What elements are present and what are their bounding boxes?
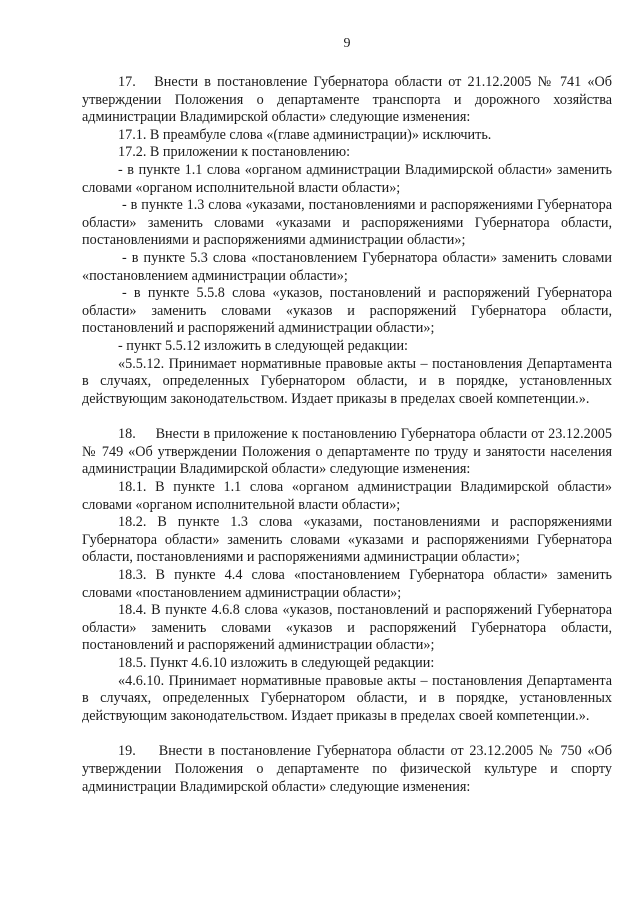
paragraph-17-2-item-3: - в пункте 5.3 слова «постановлением Губернатора области» заменить словами «постановлением администрации области»;: [82, 249, 612, 284]
paragraph-17: 17. Внести в постановление Губернатора области от 21.12.2005 № 741 «Об утверждении Положения о департаменте транспорта и дорожного хозяйства администрации Владимирской области» следующие изменения:: [82, 74, 612, 126]
paragraph-18-1: 18.1. В пункте 1.1 слова «органом администрации Владимирской области» словами «органом исполнительной власти области»;: [82, 479, 612, 513]
paragraph-17-2-item-1: - в пункте 1.1 слова «органом администрации Владимирской области» заменить словами «органом исполнительной власти области»;: [82, 161, 612, 196]
paragraph-17-2-item-5: - пункт 5.5.12 изложить в следующей редакции:: [118, 337, 408, 354]
page-number: 9: [343, 36, 351, 51]
paragraph-17-2-item-2: - в пункте 1.3 слова «указами, постановлениями и распоряжениями Губернатора области» заменить словами «указами и распоряжениями Губернатора области, постановлениями и распоряжениями администрации области»;: [82, 197, 612, 249]
paragraph-17-1: 17.1. В преамбуле слова «(главе администрации)» исключить.: [118, 126, 492, 143]
paragraph-18-3: 18.3. В пункте 4.4 слова «постановлением Губернатора области» заменить словами «постановлением администрации области»;: [82, 567, 612, 601]
paragraph-18-5: 18.5. Пункт 4.6.10 изложить в следующей редакции:: [118, 655, 435, 671]
quoted-clause-5-5-12: «5.5.12. Принимает нормативные правовые акты – постановления Департамента в случаях, определенных Губернатором области, и в порядке, установленных действующим законодательством. Издает приказы в пределах своей компетенции.».: [82, 355, 612, 407]
paragraph-17-2-item-4: - в пункте 5.5.8 слова «указов, постановлений и распоряжений Губернатора области» заменить словами «указов и распоряжений Губернатора области, постановлений и распоряжений администрации области»;: [82, 285, 612, 337]
paragraph-18: 18. Внести в приложение к постановлению Губернатора области от 23.12.2005 № 749 «Об утверждении Положения о департаменте по труду и занятости населения администрации Владимирской области» следующие изменения:: [82, 426, 612, 478]
paragraph-17-2: 17.2. В приложении к постановлению:: [118, 144, 351, 161]
paragraph-18-4: 18.4. В пункте 4.6.8 слова «указов, постановлений и распоряжений Губернатора области» заменить словами «указов и распоряжений Губернатора области, постановлений и распоряжений администрации области»;: [82, 602, 612, 654]
paragraph-18-2: 18.2. В пункте 1.3 слова «указами, постановлениями и распоряжениями Губернатора области» заменить словами «указами и распоряжениями Губернатора области, постановлениями и распоряжениями администрации области»;: [82, 514, 612, 566]
paragraph-19: 19. Внести в постановление Губернатора области от 23.12.2005 № 750 «Об утверждении Положения о департаменте по физической культуре и спорту администрации Владимирской области» следующие изменения:: [82, 743, 612, 795]
quoted-clause-4-6-10: «4.6.10. Принимает нормативные правовые акты – постановления Департамента в случаях, определенных Губернатором области, и в порядке, установленных действующим законодательством. Издает приказы в пределах своей компетенции.».: [82, 672, 612, 724]
